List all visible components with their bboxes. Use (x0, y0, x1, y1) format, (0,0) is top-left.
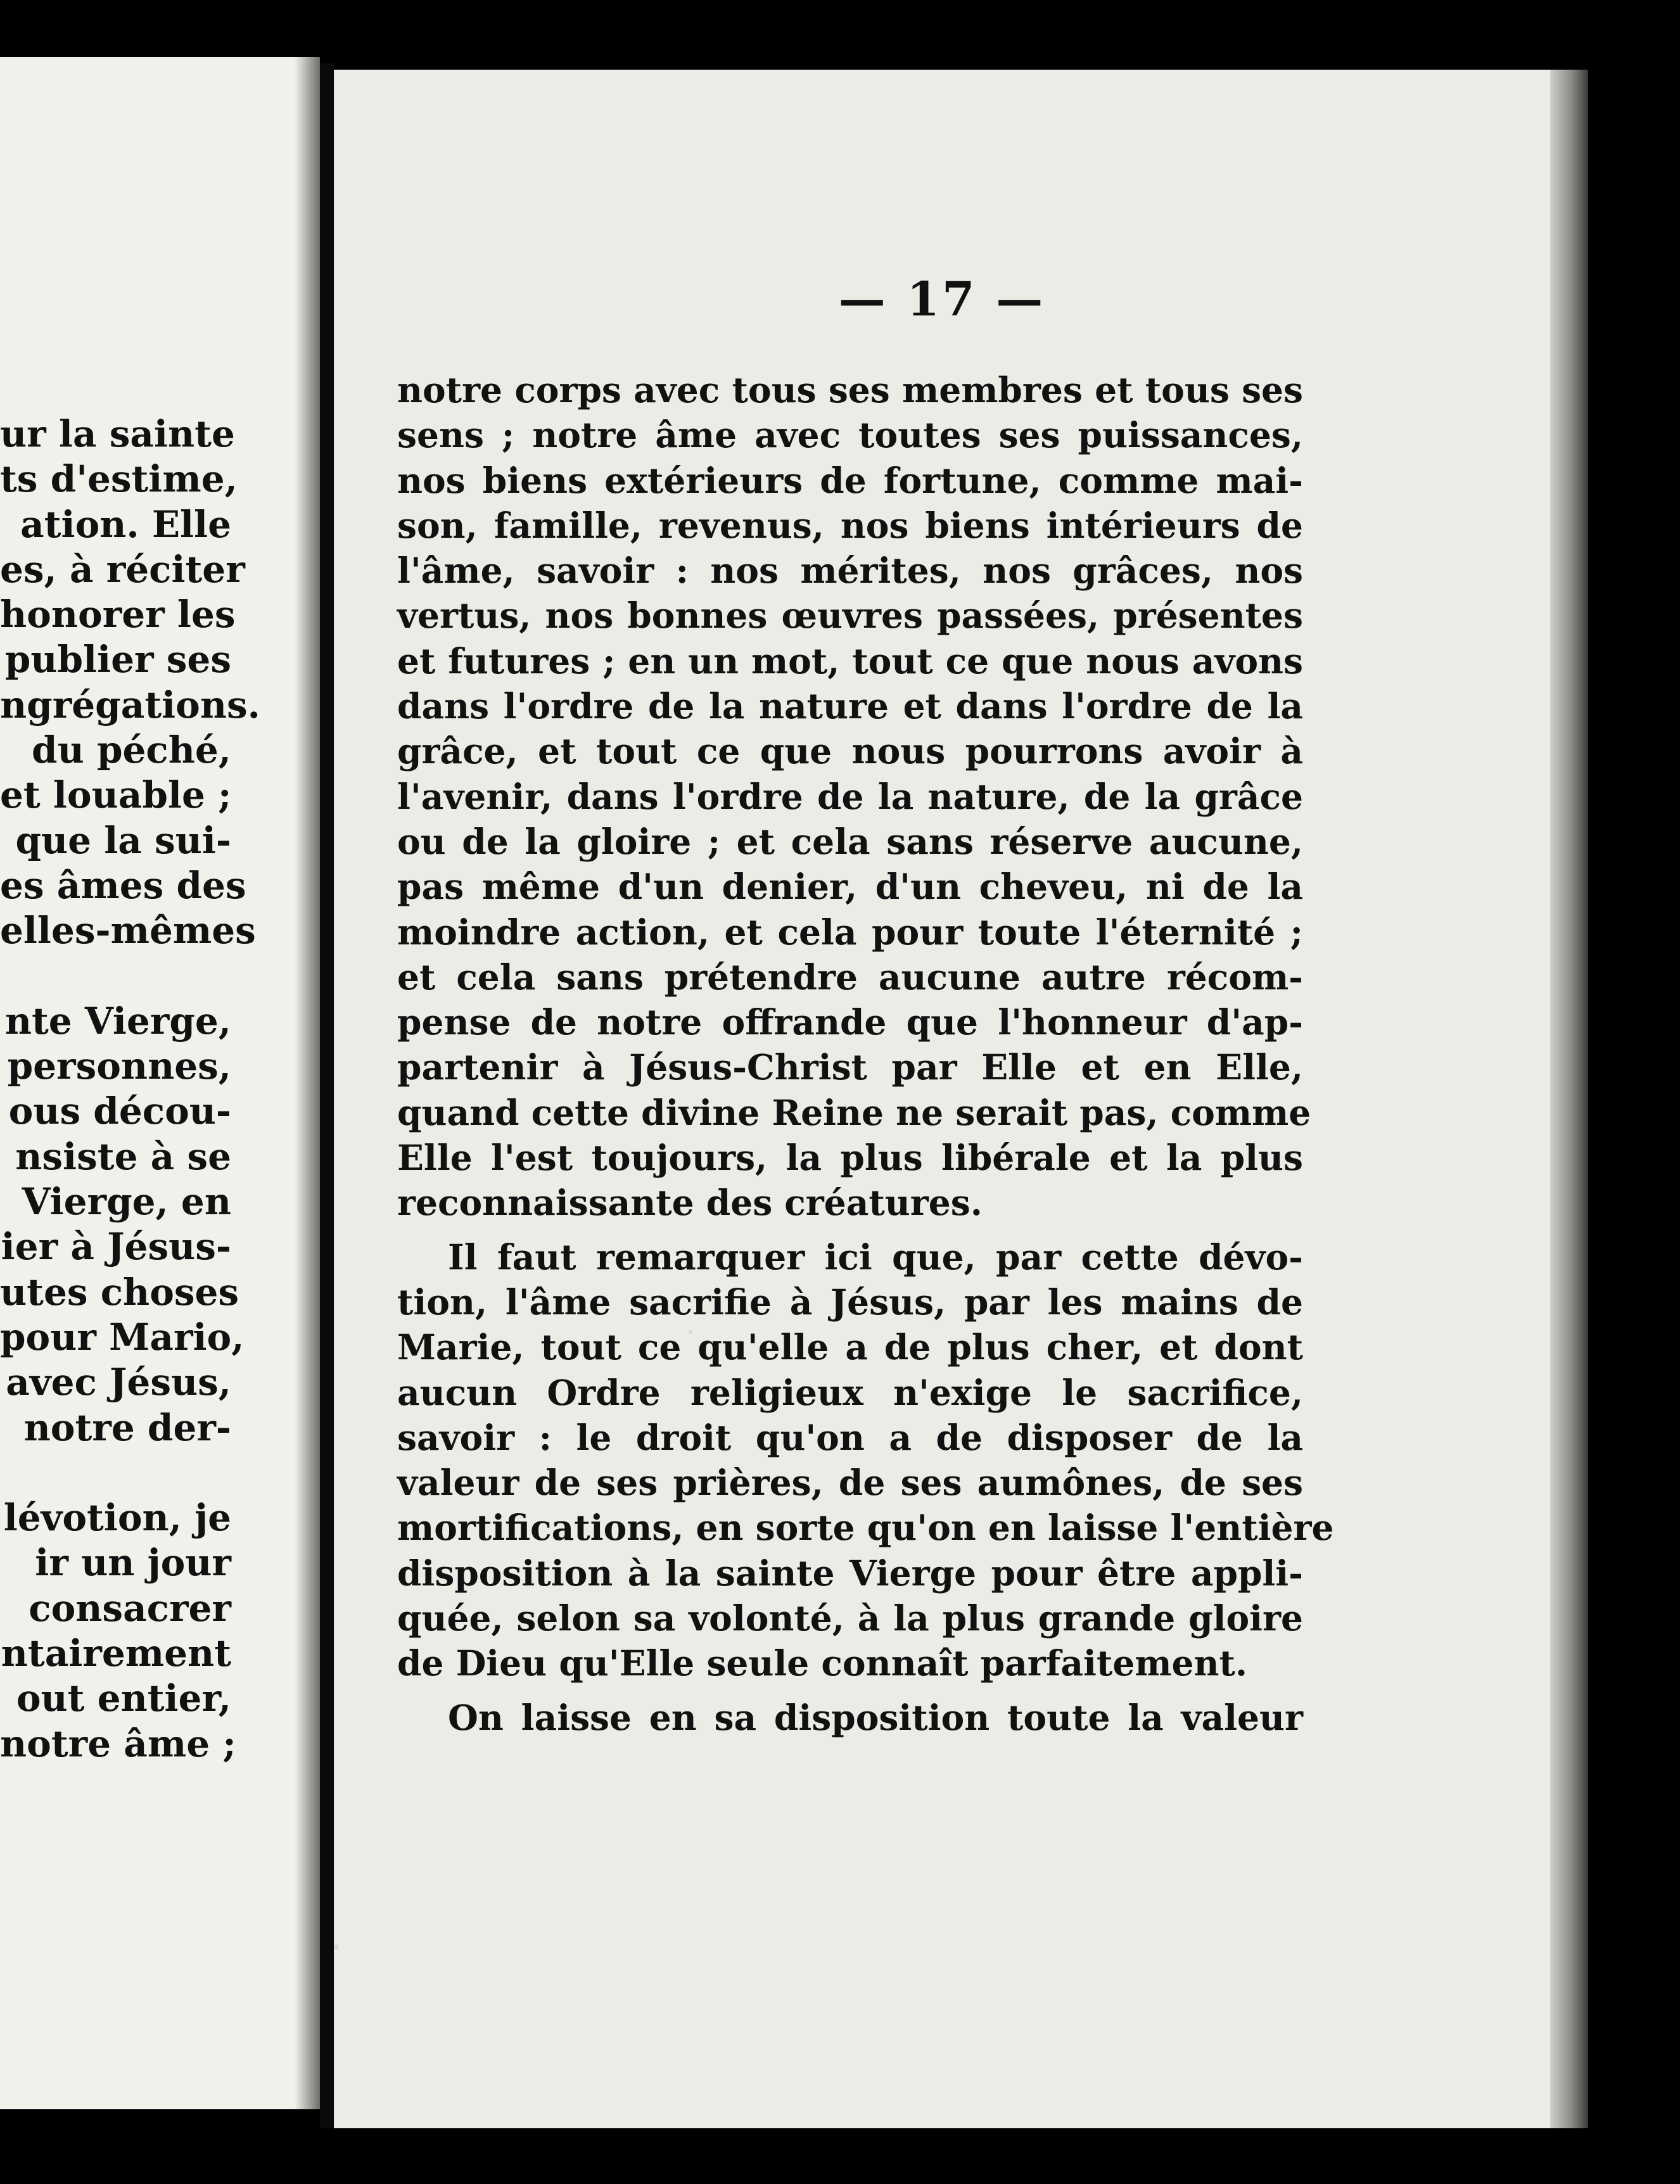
text-line: son, famille, revenus, nos biens intérieurs de (397, 504, 1303, 546)
left-page-line: ntairement (1, 1632, 231, 1675)
text-line: tion, l'âme sacrifie à Jésus, par les mains de (397, 1281, 1303, 1323)
paper-speck (689, 1330, 692, 1334)
left-page-line: notre der- (23, 1406, 231, 1449)
left-page-line: es, à réciter (0, 547, 245, 591)
paper-speck (334, 1945, 339, 1950)
right-page (334, 70, 1550, 2128)
text-line: On laisse en sa disposition toute la valeur (448, 1696, 1303, 1738)
left-page-line: que la sui- (15, 818, 231, 862)
left-page-line: elles-mêmes (0, 909, 256, 953)
left-page-line: ngrégations. (0, 683, 260, 727)
left-page-line: out entier, (16, 1677, 231, 1720)
left-page-line: ts d'estime, (0, 457, 238, 501)
left-page-line: ation. Elle (20, 502, 231, 546)
text-line: quée, selon sa volonté, à la plus grande gloire (397, 1597, 1303, 1639)
text-line: disposition à la sainte Vierge pour être appli- (397, 1552, 1303, 1594)
text-line: reconnaissante des créatures. (397, 1182, 983, 1224)
text-line: partenir à Jésus-Christ par Elle et en Elle, (397, 1046, 1303, 1088)
left-page-line: honorer les (0, 593, 236, 637)
left-page-line: consacrer (29, 1586, 231, 1630)
text-line: pense de notre offrande que l'honneur d'ap- (397, 1001, 1303, 1043)
left-page-line: ir un jour (35, 1541, 231, 1585)
text-line: moindre action, et cela pour toute l'éternité ; (397, 911, 1303, 953)
left-page-line: personnes, (7, 1044, 231, 1088)
paragraph-gap (397, 1686, 1303, 1695)
text-line: Il faut remarquer ici que, par cette dévo- (448, 1236, 1303, 1278)
book-gutter (320, 63, 334, 2128)
left-page-line: pour Mario, (0, 1315, 245, 1359)
left-page-line: ous décou- (8, 1089, 231, 1133)
text-line: savoir : le droit qu'on a de disposer de la (397, 1416, 1303, 1458)
left-page-line: utes choses (0, 1270, 239, 1314)
left-page-line: nsiste à se (15, 1134, 231, 1178)
left-page-line: Vierge, en (22, 1180, 231, 1224)
text-line: et futures ; en un mot, tout ce que nous avons (397, 640, 1303, 682)
text-line: l'âme, savoir : nos mérites, nos grâces, nos (397, 550, 1303, 592)
text-line: sens ; notre âme avec toutes ses puissances, (397, 414, 1303, 456)
text-line: de Dieu qu'Elle seule connaît parfaitement. (397, 1642, 1248, 1684)
text-line: valeur de ses prières, de ses aumônes, de ses (397, 1462, 1303, 1504)
right-page-text (397, 367, 1334, 1740)
left-page-line: du péché, (32, 728, 231, 772)
text-line: Marie, tout ce qu'elle a de plus cher, et dont (397, 1326, 1303, 1368)
text-line: dans l'ordre de la nature et dans l'ordre de la (397, 685, 1303, 727)
paragraph-gap (397, 1226, 1303, 1235)
text-line: mortifications, en sorte qu'on en laisse l'entière (397, 1507, 1334, 1549)
text-line: grâce, et tout ce que nous pourrons avoir à (397, 730, 1303, 772)
text-line: et cela sans prétendre aucune autre récom- (397, 956, 1303, 998)
text-line: quand cette divine Reine ne serait pas, comme (397, 1091, 1311, 1133)
left-page-line (0, 954, 231, 999)
left-page (0, 57, 320, 2109)
left-page-line: es âmes des (0, 863, 246, 907)
left-page-line: et louable ; (0, 773, 232, 817)
left-page-line: nte Vierge, (4, 999, 231, 1043)
left-gutter-shadow (295, 57, 320, 2109)
left-page-line: publier ses (4, 638, 231, 682)
left-page-text (0, 412, 260, 1767)
text-line: Elle l'est toujours, la plus libérale et la plus (397, 1137, 1303, 1179)
text-line: pas même d'un denier, d'un cheveu, ni de la (397, 866, 1303, 908)
left-page-line (0, 1451, 231, 1495)
text-line: vertus, nos bonnes œuvres passées, présentes (397, 595, 1303, 637)
page-number: — 17 — (838, 272, 1046, 327)
left-page-line: ur la sainte (0, 412, 235, 455)
text-line: aucun Ordre religieux n'exige le sacrifice, (397, 1371, 1303, 1413)
text-line: l'avenir, dans l'ordre de la nature, de la grâce (397, 775, 1303, 817)
text-line: ou de la gloire ; et cela sans réserve aucune, (397, 820, 1303, 862)
text-line: nos biens extérieurs de fortune, comme mai- (397, 459, 1303, 501)
left-page-line: avec Jésus, (6, 1361, 231, 1404)
page-edge (1550, 70, 1588, 2128)
left-page-line: lévotion, je (3, 1496, 231, 1540)
left-page-line: notre âme ; (0, 1722, 236, 1765)
left-page-line: ier à Jésus- (1, 1225, 231, 1269)
text-line: notre corps avec tous ses membres et tous ses (397, 369, 1303, 410)
